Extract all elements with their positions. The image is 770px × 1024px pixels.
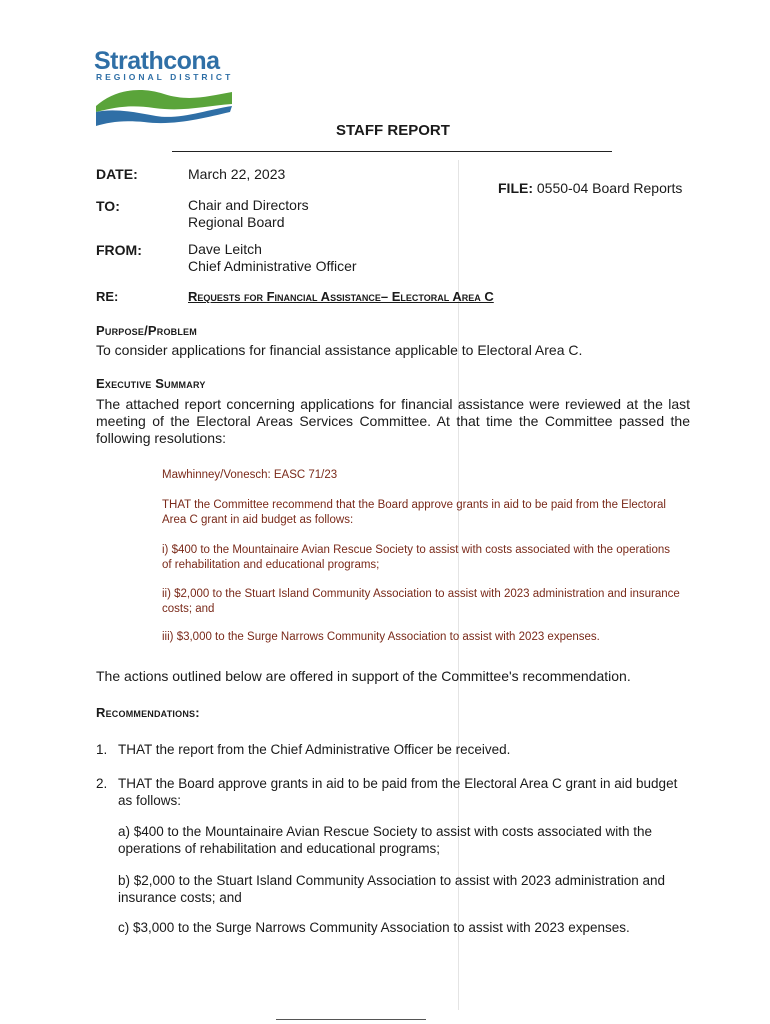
page-title: STAFF REPORT [336,122,450,139]
file-label: FILE: [498,180,533,196]
from-line-2: Chief Administrative Officer [188,258,357,274]
executive-summary-text: The attached report concerning applications for financial assistance were reviewed at the last meeting of the Electoral Areas Services Committee. At that time the Committee passed the following resolutions: [96,396,690,446]
strathcona-logo [94,48,234,126]
file-value: 0550-04 Board Reports [536,180,683,196]
title-divider [172,151,612,152]
resolution-mover: Mawhinney/Vonesch: EASC 71/23 [162,469,338,481]
recommendation-2-text: THAT the Board approve grants in aid to be paid from the Electoral Area C grant in aid budget as follows: [118,776,678,808]
to-line-2: Regional Board [188,214,285,230]
recommendations-heading: Recommendations: [96,705,200,720]
from-line-1: Dave Leitch [188,241,262,257]
logo-subtitle: REGIONAL DISTRICT [96,72,234,82]
resolution-item-2: ii) $2,000 to the Stuart Island Community Association to assist with 2023 administration and insurance costs; and [162,588,680,615]
purpose-text: To consider applications for financial assistance applicable to Electoral Area C. [96,342,583,358]
recommendation-1-number: 1. [96,742,108,757]
to-label: TO: [96,198,120,214]
re-value: Requests for Financial Assistance– Electoral Area C [188,289,494,304]
recommendation-2-item-b: b) $2,000 to the Stuart Island Community Association to assist with 2023 administration and insurance costs; and [118,873,666,905]
recommendation-2-item-c: c) $3,000 to the Surge Narrows Community Association to assist with 2023 expenses. [118,920,630,935]
recommendation-1-text: THAT the report from the Chief Administrative Officer be received. [118,742,511,757]
from-value [188,241,357,275]
recommendation-2-number: 2. [96,776,108,791]
logo-wordmark: Strathcona [94,47,220,75]
footer-rule [276,1019,426,1020]
recommendation-2-item-a: a) $400 to the Mountainaire Avian Rescue Society to assist with costs associated with the operations of rehabilitation and educational programs; [118,824,653,856]
resolution-item-1: i) $400 to the Mountainaire Avian Rescue Society to assist with costs associated with the operations of rehabilitation and educational programs; [162,544,670,571]
actions-text: The actions outlined below are offered in support of the Committee's recommendation. [96,668,631,684]
resolution-item-3: iii) $3,000 to the Surge Narrows Community Association to assist with 2023 expenses. [162,631,600,643]
date-label: DATE: [96,166,138,182]
to-line-1: Chair and Directors [188,197,309,213]
to-value [188,197,309,231]
date-value: March 22, 2023 [188,166,286,182]
executive-summary-heading: Executive Summary [96,376,206,391]
resolution-intro: THAT the Committee recommend that the Board approve grants in aid to be paid from the Electoral Area C grant in aid budget as follows: [162,499,666,526]
from-label: FROM: [96,242,142,258]
file-reference [498,180,682,196]
purpose-heading: Purpose/Problem [96,323,197,338]
logo-landscape-icon [94,82,234,126]
subject-line [96,289,556,304]
re-label: RE: [96,289,119,304]
